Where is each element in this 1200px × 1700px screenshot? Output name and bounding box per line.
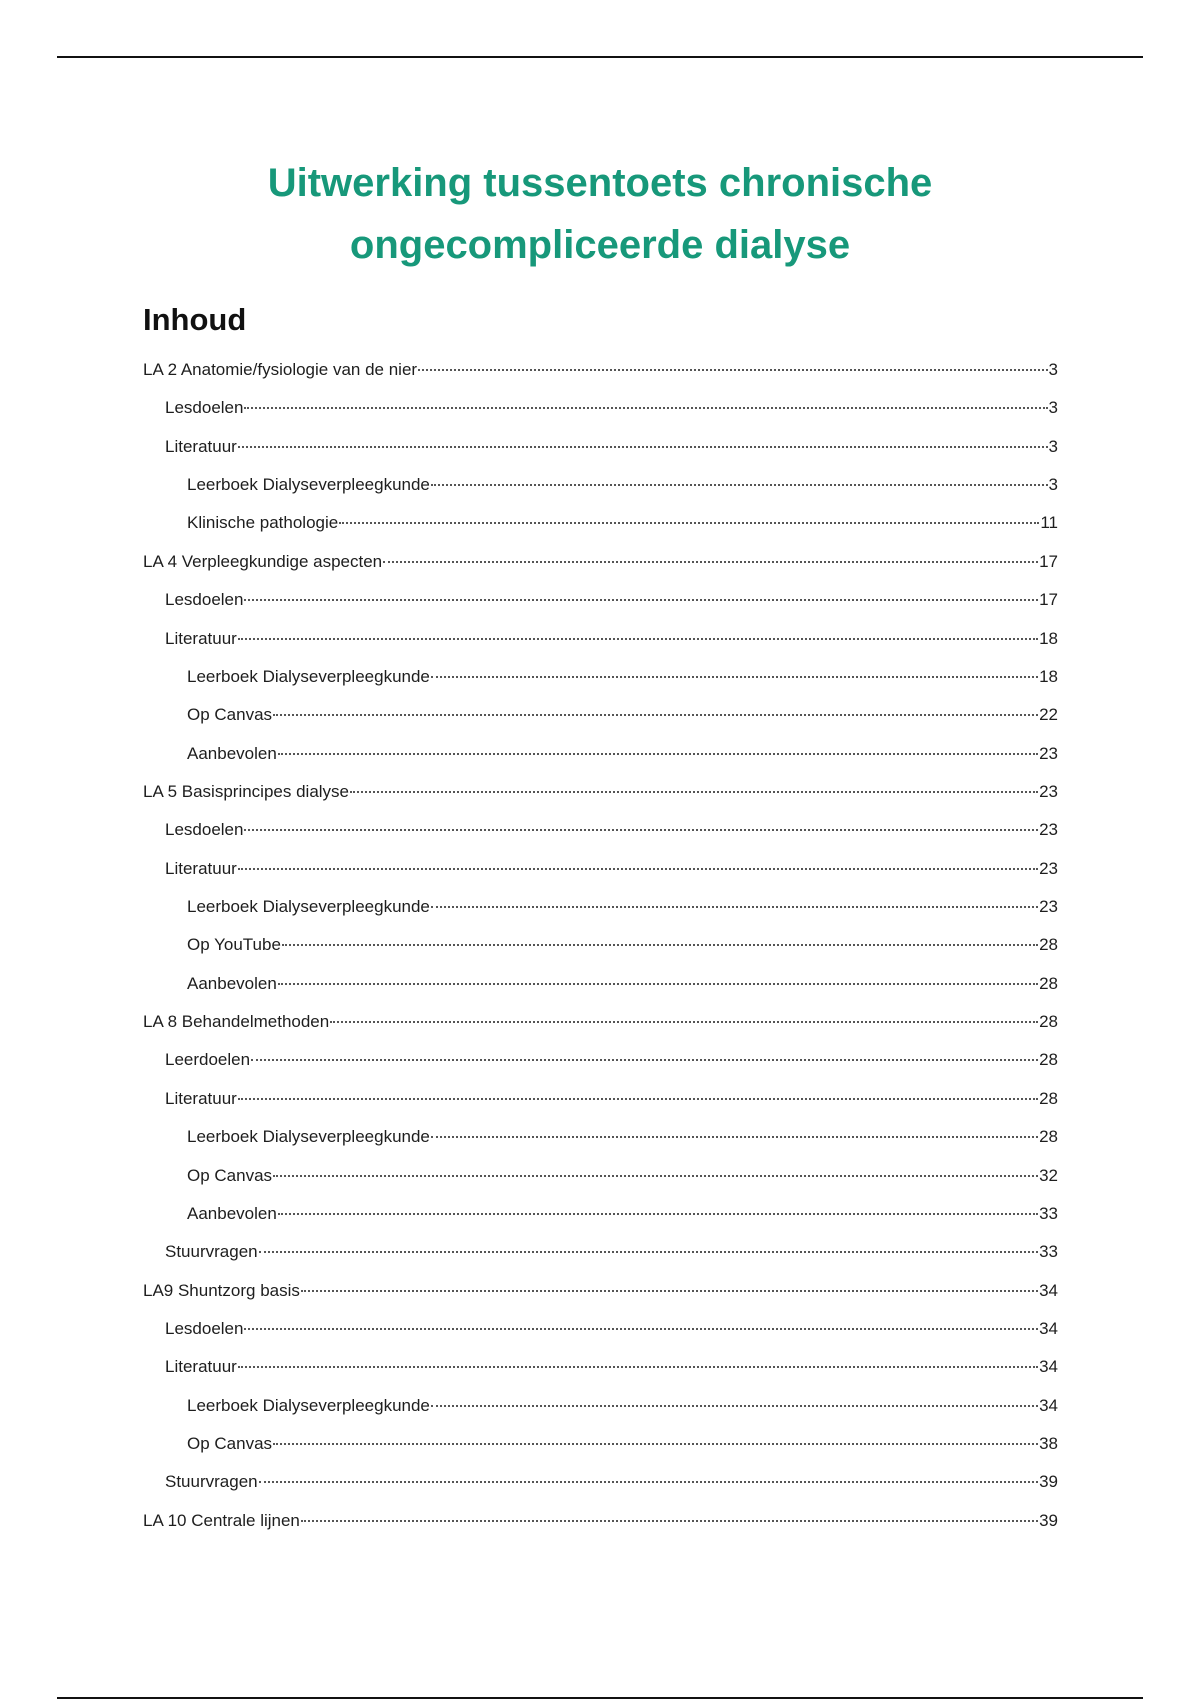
- toc-entry-label: LA 8 Behandelmethoden: [143, 1012, 330, 1032]
- toc-dot-leader: [251, 1059, 1038, 1061]
- toc-entry-page-number: 11: [1040, 513, 1058, 533]
- toc-entry-label: LA9 Shuntzorg basis: [143, 1280, 300, 1300]
- toc-dot-leader: [431, 1405, 1038, 1407]
- toc-dot-leader: [273, 1443, 1038, 1445]
- toc-entry-label: Op YouTube: [187, 935, 281, 955]
- toc-entry-label: Aanbevolen: [187, 973, 277, 993]
- toc-entry-page-number: 23: [1039, 743, 1058, 763]
- toc-entry-label: Lesdoelen: [165, 820, 244, 840]
- toc-entry[interactable]: [143, 504, 1058, 542]
- toc-dot-leader: [431, 676, 1038, 678]
- toc-entry-label: Op Canvas: [187, 1165, 273, 1185]
- toc-dot-leader: [301, 1520, 1038, 1522]
- toc-dot-leader: [238, 1366, 1038, 1368]
- toc-entry[interactable]: [143, 735, 1058, 773]
- toc-entry[interactable]: [143, 389, 1058, 427]
- toc-entry-page-number: 3: [1048, 475, 1058, 495]
- toc-entry[interactable]: [143, 811, 1058, 849]
- toc-entry[interactable]: [143, 1041, 1058, 1079]
- toc-entry-label: LA 5 Basisprincipes dialyse: [143, 781, 350, 801]
- toc-entry[interactable]: [143, 1118, 1058, 1156]
- toc-entry[interactable]: [143, 1463, 1058, 1501]
- toc-entry-label: Lesdoelen: [165, 398, 244, 418]
- toc-entry-label: Literatuur: [165, 436, 237, 456]
- toc-dot-leader: [238, 868, 1038, 870]
- toc-dot-leader: [431, 1136, 1038, 1138]
- toc-dot-leader: [238, 638, 1038, 640]
- toc-entry[interactable]: [143, 696, 1058, 734]
- toc-entry-label: Leerboek Dialyseverpleegkunde: [187, 666, 430, 686]
- toc-entry-label: Aanbevolen: [187, 1203, 277, 1223]
- toc-entry[interactable]: [143, 773, 1058, 811]
- toc-entry-label: Lesdoelen: [165, 1318, 244, 1338]
- toc-entry-label: Stuurvragen: [165, 1242, 258, 1262]
- toc-entry-label: Leerboek Dialyseverpleegkunde: [187, 1127, 430, 1147]
- toc-dot-leader: [244, 407, 1047, 409]
- toc-entry[interactable]: [143, 581, 1058, 619]
- toc-dot-leader: [259, 1481, 1038, 1483]
- toc-entry-label: Leerboek Dialyseverpleegkunde: [187, 1395, 430, 1415]
- toc-entry[interactable]: [143, 1157, 1058, 1195]
- toc-entry-page-number: 28: [1039, 1127, 1058, 1147]
- toc-entry-page-number: 28: [1039, 1050, 1058, 1070]
- toc-entry-page-number: 23: [1039, 781, 1058, 801]
- toc-entry-page-number: 23: [1039, 858, 1058, 878]
- toc-dot-leader: [244, 829, 1038, 831]
- header-rule: [57, 56, 1143, 58]
- toc-dot-leader: [278, 1213, 1038, 1215]
- toc-entry-page-number: 34: [1039, 1280, 1058, 1300]
- toc-entry-label: Literatuur: [165, 858, 237, 878]
- toc-dot-leader: [238, 1098, 1038, 1100]
- document-title-line-2: ongecompliceerde dialyse: [349, 223, 851, 267]
- toc-entry-page-number: 38: [1039, 1434, 1058, 1454]
- toc-entry-page-number: 18: [1039, 628, 1058, 648]
- toc-entry-page-number: 33: [1039, 1242, 1058, 1262]
- toc-dot-leader: [278, 983, 1038, 985]
- toc-entry-page-number: 28: [1039, 1012, 1058, 1032]
- toc-entry[interactable]: [143, 1195, 1058, 1233]
- toc-entry-page-number: 23: [1039, 897, 1058, 917]
- table-of-contents: [143, 351, 1058, 1540]
- toc-entry[interactable]: [143, 1233, 1058, 1271]
- toc-entry-label: Literatuur: [165, 1357, 237, 1377]
- toc-dot-leader: [339, 522, 1039, 524]
- toc-entry[interactable]: [143, 1003, 1058, 1041]
- toc-entry[interactable]: [143, 888, 1058, 926]
- toc-entry-page-number: 17: [1039, 551, 1058, 571]
- toc-entry-page-number: 3: [1048, 436, 1058, 456]
- toc-entry-page-number: 28: [1039, 935, 1058, 955]
- toc-entry-label: LA 2 Anatomie/fysiologie van de nier: [143, 360, 418, 379]
- toc-entry[interactable]: [143, 1080, 1058, 1118]
- toc-entry-label: Lesdoelen: [165, 590, 244, 610]
- toc-entry[interactable]: [143, 1348, 1058, 1386]
- toc-dot-leader: [330, 1021, 1038, 1023]
- toc-entry[interactable]: [143, 926, 1058, 964]
- toc-dot-leader: [273, 714, 1038, 716]
- document-title-line-1: Uitwerking tussentoets chronische: [267, 161, 933, 205]
- toc-entry-label: Op Canvas: [187, 1434, 273, 1454]
- toc-entry[interactable]: [143, 1425, 1058, 1463]
- toc-dot-leader: [244, 599, 1038, 601]
- toc-entry[interactable]: [143, 351, 1058, 389]
- toc-entry-page-number: 33: [1039, 1203, 1058, 1223]
- toc-entry-label: Klinische pathologie: [187, 513, 339, 533]
- toc-entry[interactable]: [143, 1387, 1058, 1425]
- toc-entry[interactable]: [143, 620, 1058, 658]
- toc-entry-page-number: 34: [1039, 1357, 1058, 1377]
- toc-dot-leader: [383, 561, 1038, 563]
- toc-entry-page-number: 23: [1039, 820, 1058, 840]
- toc-entry-page-number: 39: [1039, 1510, 1058, 1530]
- toc-entry-page-number: 28: [1039, 1088, 1058, 1108]
- toc-entry-label: Op Canvas: [187, 705, 273, 725]
- toc-dot-leader: [418, 369, 1047, 371]
- toc-entry[interactable]: [143, 850, 1058, 888]
- toc-dot-leader: [278, 753, 1038, 755]
- toc-dot-leader: [350, 791, 1038, 793]
- toc-dot-leader: [431, 906, 1038, 908]
- toc-entry-page-number: 22: [1039, 705, 1058, 725]
- toc-entry-label: Literatuur: [165, 628, 237, 648]
- toc-entry-label: Leerboek Dialyseverpleegkunde: [187, 475, 430, 495]
- toc-dot-leader: [282, 944, 1038, 946]
- toc-entry[interactable]: [143, 1502, 1058, 1540]
- toc-entry[interactable]: [143, 428, 1058, 466]
- toc-dot-leader: [431, 484, 1048, 486]
- toc-entry[interactable]: [143, 466, 1058, 504]
- toc-dot-leader: [259, 1251, 1038, 1253]
- toc-entry-page-number: 39: [1039, 1472, 1058, 1492]
- footer-rule: [57, 1697, 1143, 1699]
- toc-entry-page-number: 3: [1048, 360, 1058, 379]
- toc-entry[interactable]: [143, 658, 1058, 696]
- toc-entry[interactable]: [143, 543, 1058, 581]
- toc-entry-label: Leerdoelen: [165, 1050, 251, 1070]
- toc-dot-leader: [244, 1328, 1038, 1330]
- toc-entry-label: LA 4 Verpleegkundige aspecten: [143, 551, 383, 571]
- toc-entry[interactable]: [143, 1272, 1058, 1310]
- toc-entry[interactable]: [143, 1310, 1058, 1348]
- toc-entry-page-number: 34: [1039, 1318, 1058, 1338]
- toc-entry-page-number: 17: [1039, 590, 1058, 610]
- toc-entry-label: Literatuur: [165, 1088, 237, 1108]
- toc-entry-label: LA 10 Centrale lijnen: [143, 1510, 300, 1530]
- document-title: [100, 152, 1100, 276]
- toc-dot-leader: [301, 1290, 1038, 1292]
- toc-entry-page-number: 18: [1039, 666, 1058, 686]
- toc-dot-leader: [238, 446, 1048, 448]
- toc-entry-page-number: 32: [1039, 1165, 1058, 1185]
- toc-dot-leader: [273, 1175, 1038, 1177]
- toc-entry-page-number: 3: [1048, 398, 1058, 418]
- toc-entry-label: Stuurvragen: [165, 1472, 258, 1492]
- toc-entry-label: Aanbevolen: [187, 743, 277, 763]
- toc-entry-page-number: 28: [1039, 973, 1058, 993]
- toc-entry[interactable]: [143, 965, 1058, 1003]
- toc-entry-label: Leerboek Dialyseverpleegkunde: [187, 897, 430, 917]
- toc-heading: Inhoud: [143, 302, 247, 337]
- toc-entry-page-number: 34: [1039, 1395, 1058, 1415]
